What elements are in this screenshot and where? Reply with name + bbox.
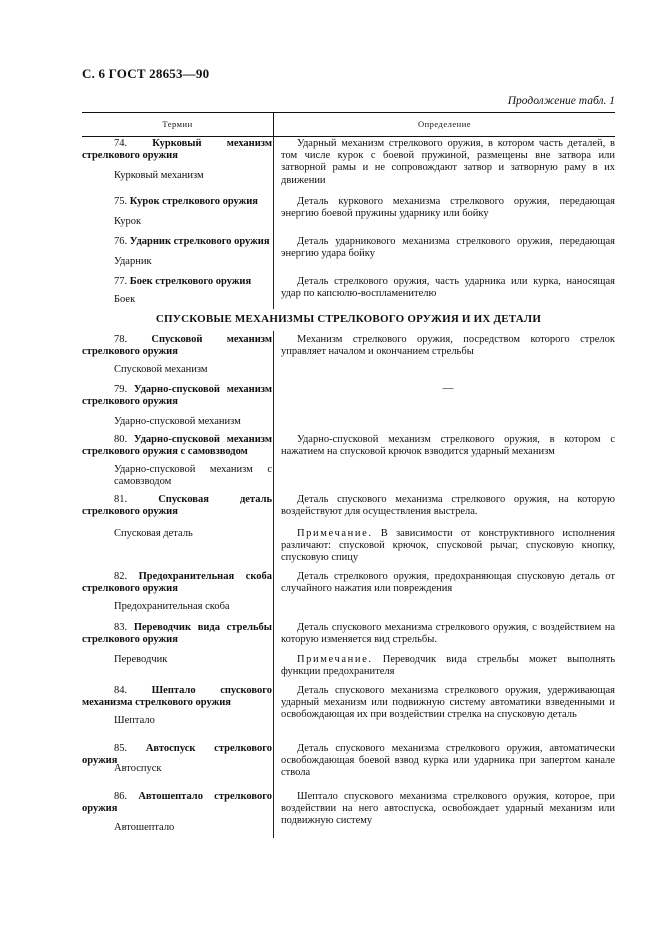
term-title: Предохранительная скоба стрелкового оружия (82, 571, 272, 594)
term-number: 77. (114, 276, 128, 287)
definition-81: Деталь спускового механизма стрелкового оружия, на которую воздействуют для осуществления выстрела. (281, 494, 615, 518)
page-header: С. 6 ГОСТ 28653—90 (82, 66, 210, 81)
note-81 (281, 528, 615, 565)
term-entry-84 (82, 685, 272, 709)
definition-80: Ударно-спусковой механизм стрелкового оружия, в котором с нажатием на спусковой крючок взводится ударный механизм (281, 434, 615, 458)
note-label: Примечание. (297, 654, 373, 665)
term-title: Ударно-спусковой механизм стрелкового оружия (82, 384, 272, 407)
term-title: Боек стрелкового оружия (129, 276, 252, 287)
definition-86: Шептало спускового механизма стрелкового оружия, которое, при воздействии на него автоспуска, освобождает ударный механизм или подвижную систему (281, 791, 615, 827)
term-entry-78 (82, 334, 272, 358)
term-number: 79. (114, 384, 128, 395)
term-title: Автошептало стрелкового оружия (82, 791, 273, 814)
short-term: Ударник (114, 256, 152, 267)
note-83 (281, 654, 615, 678)
term-entry-83 (82, 622, 272, 646)
short-term: Курковый механизм (114, 170, 204, 181)
short-term: Предохранительная скоба (114, 601, 230, 612)
term-entry-77 (82, 276, 272, 288)
short-term: Автошептало (114, 822, 175, 833)
term-entry-86 (82, 791, 272, 815)
term-number: 78. (114, 334, 128, 345)
term-number: 80. (114, 434, 128, 445)
short-term: Автоспуск (114, 763, 162, 774)
column-header-definition: Определение (417, 119, 472, 129)
term-entry-79 (82, 384, 272, 408)
definition-76: Деталь ударникового механизма стрелкового оружия, передающая энергию удара бойку (281, 236, 615, 260)
table-continuation-label: Продолжение табл. 1 (507, 95, 615, 107)
short-term: Боек (114, 294, 136, 305)
short-term: Ударно-спусковой механизм с самовзводом (114, 464, 272, 487)
term-number: 74. (114, 138, 128, 149)
short-term: Шептало (114, 715, 155, 726)
term-title: Ударник стрелкового оружия (129, 236, 270, 247)
short-term: Ударно-спусковой механизм (114, 416, 241, 427)
term-entry-75 (82, 196, 272, 208)
term-number: 82. (114, 571, 128, 582)
short-term: Спусковой механизм (114, 364, 208, 375)
column-header-term: Термин (162, 119, 193, 129)
note-label: Примечание. (297, 528, 373, 539)
column-divider (273, 135, 274, 309)
term-number: 83. (114, 622, 128, 633)
term-entry-74 (82, 138, 272, 162)
short-term: Переводчик (114, 654, 168, 665)
definition-82: Деталь стрелкового оружия, предохраняющая спусковую деталь от случайного нажатия или повреждения (281, 571, 615, 595)
section-heading: СПУСКОВЫЕ МЕХАНИЗМЫ СТРЕЛКОВОГО ОРУЖИЯ И ИХ ДЕТАЛИ (155, 313, 542, 325)
term-number: 81. (114, 494, 128, 505)
definition-83: Деталь спускового механизма стрелкового оружия, с воздействием на которую изменяется вид стрельбы. (281, 622, 615, 646)
term-number: 75. (114, 196, 128, 207)
term-title: Ударно-спусковой механизм стрелкового оружия с самовзводом (82, 434, 272, 457)
term-entry-80 (82, 434, 272, 458)
term-title: Спусковой механизм стрелкового оружия (82, 334, 272, 357)
short-term: Спусковая деталь (114, 528, 193, 539)
column-divider (273, 331, 274, 838)
term-number: 85. (114, 743, 128, 754)
definition-75: Деталь куркового механизма стрелкового оружия, передающая энергию боевой пружины ударнику или бойку (281, 196, 615, 220)
term-entry-76 (82, 236, 272, 248)
definition-79: — (442, 382, 454, 394)
definition-78: Механизм стрелкового оружия, посредством которого стрелок управляет началом и окончанием стрельбы (281, 334, 615, 358)
term-number: 86. (114, 791, 128, 802)
definition-84: Деталь спускового механизма стрелкового оружия, удерживающая ударный механизм или подвижную систему автоматики взведенными и освобождающая их при воздействии стрелка на спусковую деталь (281, 685, 615, 721)
term-number: 84. (114, 685, 128, 696)
term-title: Курок стрелкового оружия (129, 196, 258, 207)
term-number: 76. (114, 236, 128, 247)
term-title: Шептало спускового механизма стрелкового оружия (82, 685, 272, 708)
term-title: Курковый механизм стрелкового оружия (82, 138, 273, 161)
term-title: Переводчик вида стрельбы стрелкового оружия (82, 622, 273, 645)
definition-77: Деталь стрелкового оружия, часть ударника или курка, наносящая удар по капсюлю-воспламенителю (281, 276, 615, 300)
table-header (82, 112, 615, 137)
term-title: Спусковая деталь стрелкового оружия (82, 494, 273, 517)
definition-74: Ударный механизм стрелкового оружия, в котором часть деталей, в том числе курок с боевой пружиной, размещены вне затвора или затворной рамы и не сопровождают затвор и затворную раму в их движении (281, 138, 615, 186)
note-text: В зависимости от конструктивного исполнения различают: спусковой крючок, спусковой рычаг, спусковую кнопку, спусковую спицу (281, 528, 615, 564)
term-entry-81 (82, 494, 272, 518)
note-text: Переводчик вида стрельбы может выполнять функции предохранителя (281, 654, 615, 678)
term-title: Автоспуск стрелкового оружия (82, 743, 273, 766)
short-term: Курок (114, 216, 142, 227)
definition-85: Деталь спускового механизма стрелкового оружия, автоматически освобождающая боевой взвод курка или ударника при запертом канале ствола (281, 743, 615, 779)
term-entry-82 (82, 571, 272, 595)
